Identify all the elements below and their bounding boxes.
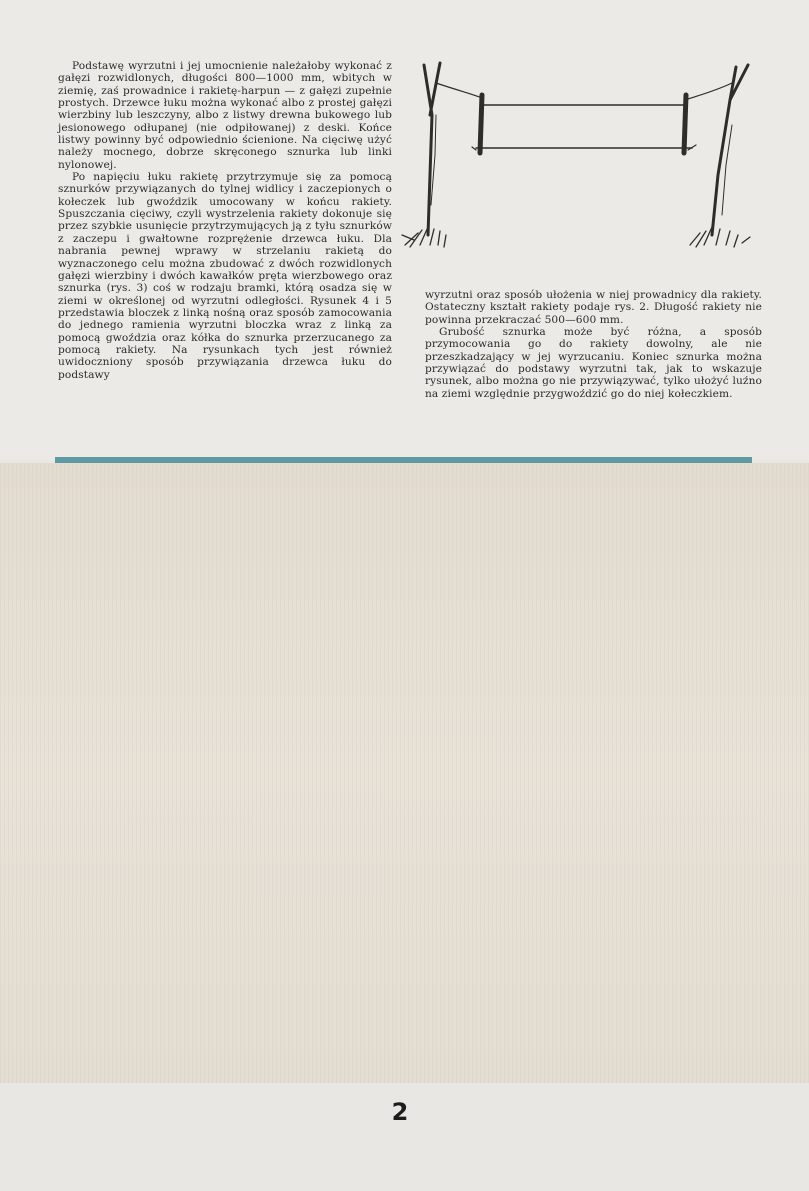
page-upper-section — [0, 0, 809, 460]
right-text-column — [425, 289, 762, 400]
blank-paper-area — [0, 463, 809, 1083]
paragraph: Po napięciu łuku rakietę przytrzymuje się za pomocą sznurków przywiązanych do tylnej widlicy i zaczepionych o kołeczek lub gwoździk umocowany w końcu rakiety. Spuszczania cięciwy, czyli wystrzelenia rakiety dokonuje się przez szybkie usunięcie przytrzymujących ją z tyłu sznurków z zaczepu i gwałtowne rozprężenie drzewca łuku. Dla nabrania pewnej wprawy w strzelaniu rakietą do wyznaczonego celu można zbudować z dwóch rozwidlonych gałęzi wierzbiny i dwóch kawałków pręta wierzbowego oraz sznurka (rys. 3) coś w rodzaju bramki, którą osadza się w ziemi w określonej od wyrzutni odległości. Rysunek 4 i 5 przedstawia bloczek z linką nośną oraz sposób zamocowania do jednego ramienia wyrzutni bloczka wraz z linką za pomocą gwoździa oraz kółka do sznurka przerzucanego za pomocą rakiety. Na rysunkach tych jest również uwidoczniony sposób przywiązania drzewca łuku do podstawy — [58, 171, 392, 381]
paragraph: Podstawę wyrzutni i jej umocnienie należałoby wykonać z gałęzi rozwidlonych, długości 800—1000 mm, wbitych w ziemię, zaś prowadnice i rakietę-harpun — z gałęzi zupełnie prostych. Drzewce łuku można wykonać albo z prostej gałęzi wierzbiny lub leszczyny, albo z listwy drewna bukowego lub jesionowego odłupanej (nie odpiłowanej) z deski. Końce listwy powinny być odpowiednio ścienione. Na cięciwę użyć należy mocnego, dobrze skręconego sznurka lub linki nylonowej. — [58, 60, 392, 171]
left-text-column — [58, 60, 392, 381]
page-number: 2 — [391, 1098, 409, 1126]
forked-sticks-target-gate-sketch-icon — [400, 55, 770, 255]
paragraph: wyrzutni oraz sposób ułożenia w niej prowadnicy dla rakiety. Ostateczny kształt rakiety podaje rys. 2. Długość rakiety nie powinna przekraczać 500—600 mm. — [425, 289, 762, 326]
paragraph: Grubość sznurka może być różna, a sposób przymocowania go do rakiety dowolny, ale nie przeszkadzający w jej wyrzucaniu. Koniec sznurka można przywiązać do podstawy wyrzutni tak, jak to wskazuje rysunek, albo można go nie przywiązywać, tylko ułożyć luźno na ziemi względnie przygwoździć go do niej kołeczkiem. — [425, 326, 762, 400]
target-gate-illustration — [400, 55, 770, 255]
